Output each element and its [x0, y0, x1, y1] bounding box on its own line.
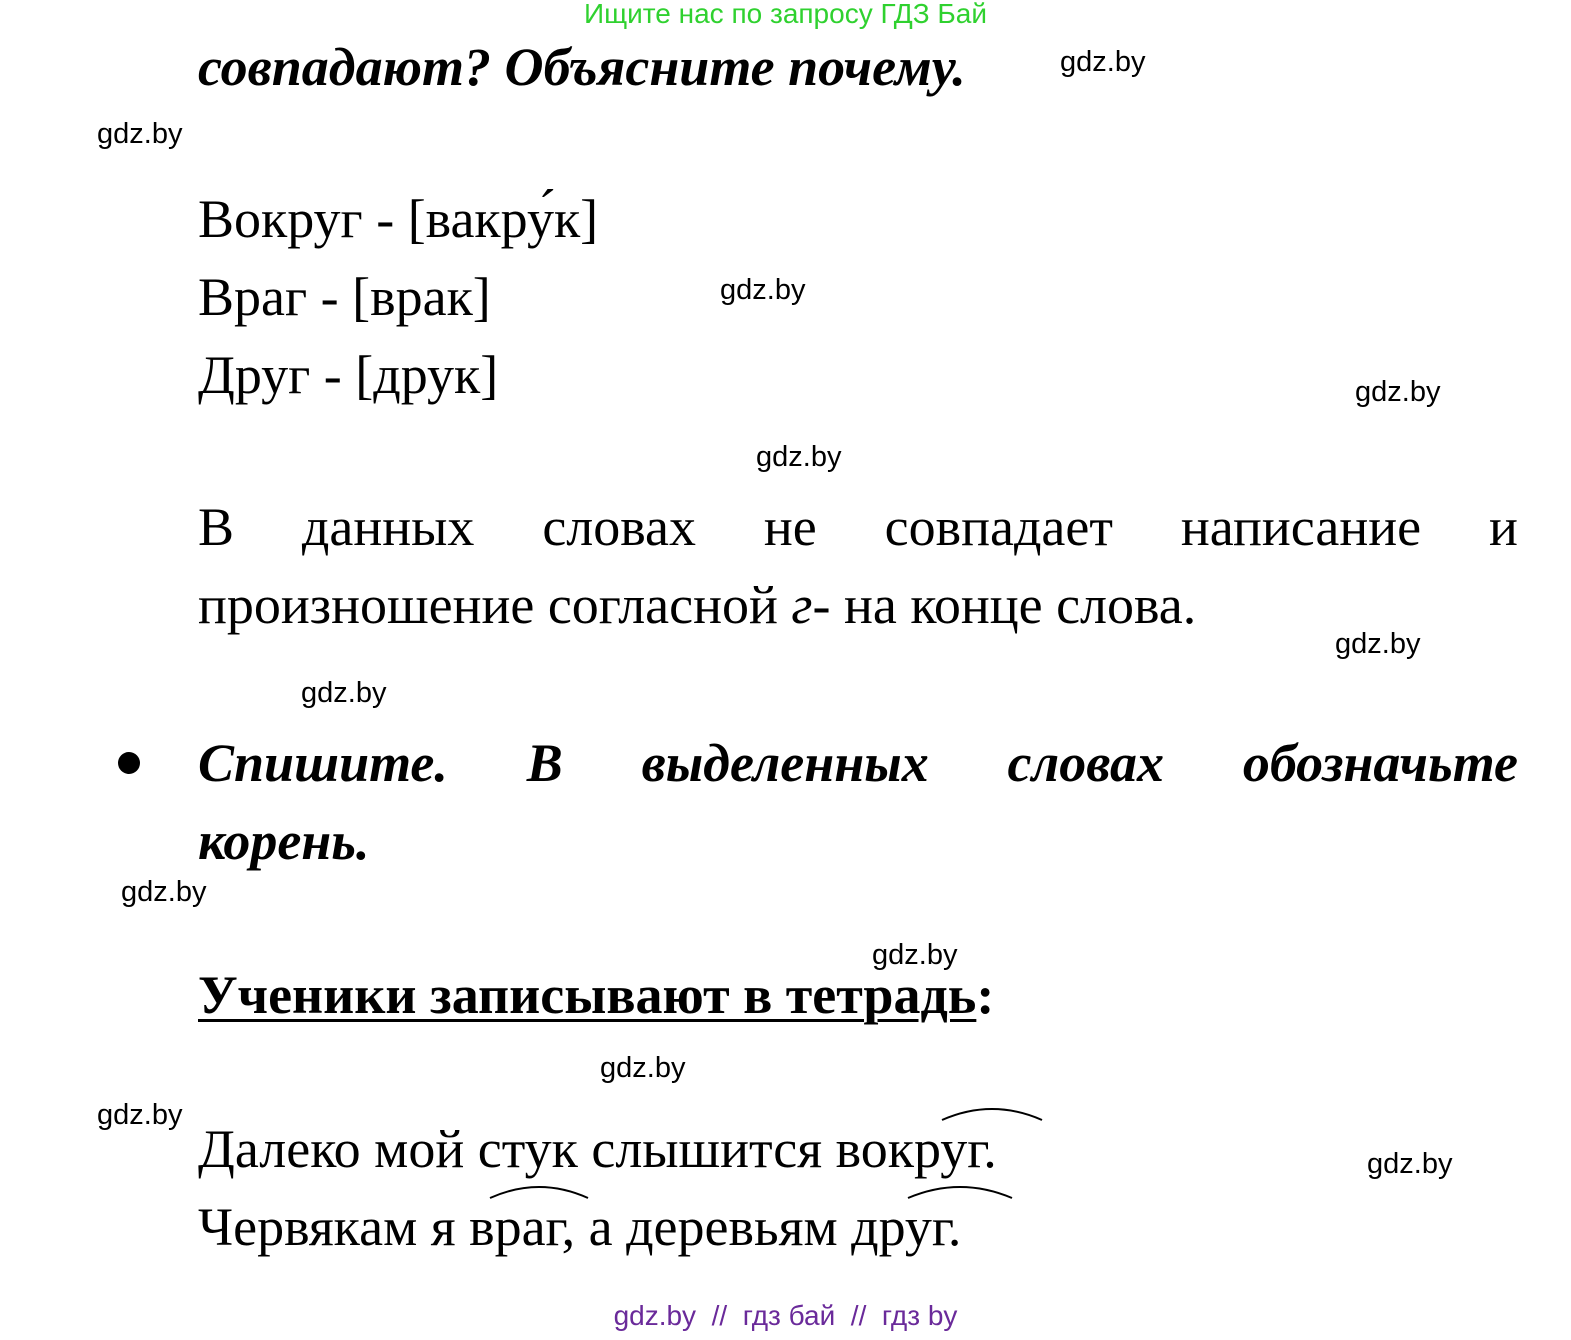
explanation-word: данных: [301, 497, 475, 557]
watermark: gdz.by: [756, 441, 842, 473]
explanation-word: В: [198, 497, 235, 557]
footer-links[interactable]: gdz.by // гдз бай // гдз by: [613, 1300, 958, 1331]
watermark: gdz.by: [1367, 1148, 1453, 1180]
watermark: gdz.by: [97, 118, 183, 150]
notebook-heading: [198, 964, 994, 1026]
poem-line-2: Червякам я враг, а деревьям друг.: [198, 1197, 962, 1257]
watermark: gdz.by: [600, 1052, 686, 1084]
transcription-line: [198, 188, 598, 250]
explanation-text: - на конце слова.: [812, 575, 1197, 635]
root-arc-icon: [940, 1104, 1044, 1124]
transcription-word: Вокруг: [198, 189, 363, 249]
task-line-2: корень.: [198, 811, 370, 871]
explanation-letter: г: [791, 575, 813, 635]
watermark: gdz.by: [872, 939, 958, 971]
transcription-ipa: [вакру́к]: [407, 189, 599, 249]
explanation-word: не: [763, 497, 817, 557]
explanation-word: и: [1489, 497, 1518, 557]
transcription-line: [198, 266, 491, 328]
question-heading: совпадают? Объясните почему.: [198, 37, 966, 97]
task-word: выделенных: [641, 733, 929, 793]
watermark: gdz.by: [97, 1099, 183, 1131]
task-word: В: [526, 733, 563, 793]
explanation-word: словах: [542, 497, 696, 557]
transcription-word: Враг: [198, 267, 308, 327]
transcription-ipa: [врак]: [352, 267, 491, 327]
top-banner[interactable]: Ищите нас по запросу ГДЗ Бай: [583, 0, 988, 29]
bullet-icon: [118, 752, 140, 774]
transcription-line: [198, 344, 498, 406]
transcription-ipa: [друк]: [355, 345, 499, 405]
root-arc-icon: [906, 1182, 1014, 1202]
watermark: gdz.by: [1335, 628, 1421, 660]
watermark: gdz.by: [1355, 376, 1441, 408]
task-word: обозначьте: [1242, 733, 1518, 793]
transcription-separator: -: [362, 189, 408, 249]
explanation-line-1: [198, 496, 1518, 558]
notebook-heading-text: Ученики записывают в тетрадь: [198, 965, 977, 1025]
watermark: gdz.by: [1060, 46, 1146, 78]
transcription-word: Друг: [198, 345, 311, 405]
explanation-line-2: [198, 574, 1196, 636]
task-word: Спишите.: [198, 733, 448, 793]
task-line-1: [198, 732, 1518, 794]
watermark: gdz.by: [720, 274, 806, 306]
transcription-separator: -: [310, 345, 356, 405]
watermark: gdz.by: [301, 677, 387, 709]
explanation-word: написание: [1180, 497, 1422, 557]
transcription-separator: -: [307, 267, 353, 327]
poem-line-1: Далеко мой стук слышится вокруг.: [198, 1119, 997, 1179]
explanation-word: совпадает: [884, 497, 1113, 557]
watermark: gdz.by: [121, 876, 207, 908]
root-arc-icon: [488, 1182, 590, 1202]
explanation-text: произношение согласной: [198, 575, 792, 635]
notebook-heading-colon: :: [976, 965, 995, 1025]
task-word: словах: [1007, 733, 1164, 793]
